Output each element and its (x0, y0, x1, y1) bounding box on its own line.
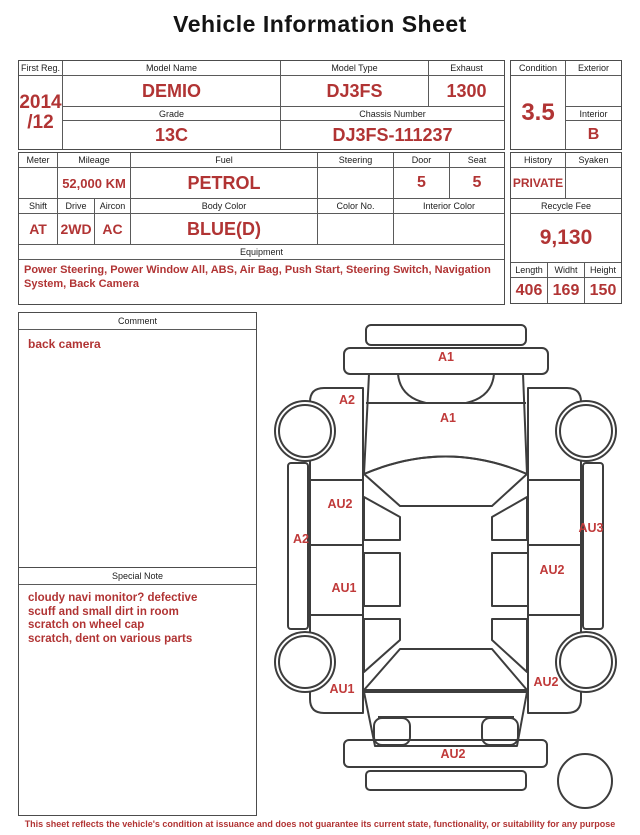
recycle-fee-value: 9,130 (511, 214, 621, 263)
fuel-value: PETROL (131, 168, 318, 199)
left-front-door-panel (310, 480, 363, 545)
chassis-number-label: Chassis Number (281, 107, 504, 121)
damage-label-right-rear-door: AU2 (539, 563, 565, 577)
condition-label: Condition (511, 61, 566, 76)
width-value: 169 (548, 278, 585, 303)
history-label: History (511, 153, 566, 168)
equipment-value: Power Steering, Power Window All, ABS, Air Bag, Push Start, Steering Switch, Navigation System, Back Camera (24, 264, 491, 291)
interior-label: Interior (566, 107, 621, 121)
color-no-label: Color No. (318, 199, 394, 214)
grade-value: 13C (63, 121, 281, 149)
damage-label-left-rear-door: AU1 (331, 581, 357, 595)
center-body (344, 325, 548, 790)
interior-value: B (587, 126, 600, 143)
windshield-shape (364, 457, 527, 507)
drive-label: Drive (58, 199, 95, 214)
shift-value: AT (19, 214, 58, 245)
cowl-line (366, 374, 526, 403)
right-sill-panel (583, 463, 603, 629)
damage-label-hood: A1 (440, 411, 456, 425)
history-fee-table (510, 152, 622, 304)
damage-labels (293, 350, 604, 761)
first-reg-year: 2014 (19, 92, 62, 114)
exhaust-label: Exhaust (429, 61, 504, 76)
left-window-band (364, 553, 400, 606)
rear-right-pillar (492, 619, 527, 672)
special-note-line: scuff and small dirt in room (28, 605, 179, 618)
steering-label: Steering (318, 153, 394, 168)
syaken-label: Syaken (566, 153, 621, 168)
equipment-label: Equipment (19, 245, 504, 260)
right-window-band (492, 553, 528, 606)
first-reg-month: /12 (27, 111, 54, 133)
door-value: 5 (394, 168, 450, 199)
damage-label-left-sill: A2 (293, 532, 309, 546)
rear-left-pillar (364, 619, 400, 672)
history-value: PRIVATE (511, 168, 566, 199)
length-label: Length (511, 263, 548, 278)
rear-window-shape (364, 649, 527, 690)
left-front-wheel-inner (279, 405, 331, 457)
shift-label: Shift (19, 199, 58, 214)
aircon-label: Aircon (95, 199, 131, 214)
body-color-label: Body Color (131, 199, 318, 214)
right-front-door-panel (528, 480, 581, 545)
front-top-bar (366, 325, 526, 345)
damage-label-front-bumper: A1 (438, 350, 454, 364)
length-value: 406 (511, 278, 548, 303)
seat-value: 5 (450, 168, 504, 199)
comment-label: Comment (19, 313, 256, 330)
model-type-label: Model Type (281, 61, 429, 76)
front-right-pillar (492, 497, 527, 540)
first-reg-label: First Reg. (19, 61, 63, 76)
special-note-body (19, 585, 256, 653)
comment-box (18, 312, 257, 568)
special-note-line: cloudy navi monitor? defective (28, 592, 198, 604)
damage-label-left-front-door: AU2 (327, 497, 353, 511)
left-sill-panel (288, 463, 308, 629)
comment-value: back camera (28, 337, 101, 351)
damage-label-right-sill: AU3 (578, 521, 604, 535)
interior-color-value (394, 214, 504, 245)
vehicle-summary-table (18, 60, 505, 150)
meter-label: Meter (19, 153, 58, 168)
damage-label-rear-bumper: AU2 (440, 747, 466, 761)
first-reg-value (19, 76, 63, 149)
condition-table (510, 60, 622, 150)
damage-label-left-rear-fender: AU1 (329, 682, 355, 696)
interior-color-label: Interior Color (394, 199, 504, 214)
drive-value: 2WD (58, 214, 95, 245)
page-title: Vehicle Information Sheet (173, 11, 467, 37)
right-front-wheel-inner (560, 405, 612, 457)
exterior-value (566, 76, 621, 107)
grade-label: Grade (63, 107, 281, 121)
front-left-pillar (364, 497, 400, 540)
right-rear-wheel-inner (560, 636, 612, 688)
body-color-value: BLUE(D) (131, 214, 318, 245)
model-type-value: DJ3FS (281, 76, 429, 107)
spec-table (18, 152, 505, 305)
exterior-label: Exterior (566, 61, 621, 76)
height-value: 150 (589, 281, 617, 299)
spare-tire (558, 754, 612, 808)
chassis-number-value: DJ3FS-111237 (332, 124, 453, 145)
model-name-value: DEMIO (63, 76, 281, 107)
footer-disclaimer: This sheet reflects the vehicle's condition at issuance and does not guarantee its current state, functionality, or suitability for any purpose (24, 819, 616, 829)
exhaust-value: 1300 (429, 76, 504, 107)
model-name-label: Model Name (63, 61, 281, 76)
special-note-line: scratch, dent on various parts (28, 632, 193, 645)
car-damage-diagram (256, 310, 640, 822)
width-label: Widht (548, 263, 585, 278)
left-rear-wheel-inner (279, 636, 331, 688)
left-rear-door-panel (310, 545, 363, 615)
color-no-value (318, 214, 394, 245)
special-note-line: scratch on wheel cap (28, 619, 145, 632)
door-label: Door (394, 153, 450, 168)
right-rear-door-panel (528, 545, 581, 615)
rear-bottom-bar (366, 771, 526, 790)
mileage-label: Mileage (58, 153, 131, 168)
aircon-value: AC (95, 214, 131, 245)
damage-label-right-rear-fender: AU2 (533, 675, 559, 689)
height-label: Height (585, 263, 621, 278)
special-note-box (18, 567, 257, 816)
syaken-value (566, 168, 621, 199)
fuel-label: Fuel (131, 153, 318, 168)
seat-label: Seat (450, 153, 504, 168)
steering-value (318, 168, 394, 199)
condition-value: 3.5 (511, 76, 566, 149)
mileage-value: 52,000 KM (58, 168, 131, 199)
special-note-label: Special Note (19, 568, 256, 585)
recycle-fee-label: Recycle Fee (511, 199, 621, 214)
damage-label-left-front-fender: A2 (339, 393, 355, 407)
meter-value (19, 168, 58, 199)
